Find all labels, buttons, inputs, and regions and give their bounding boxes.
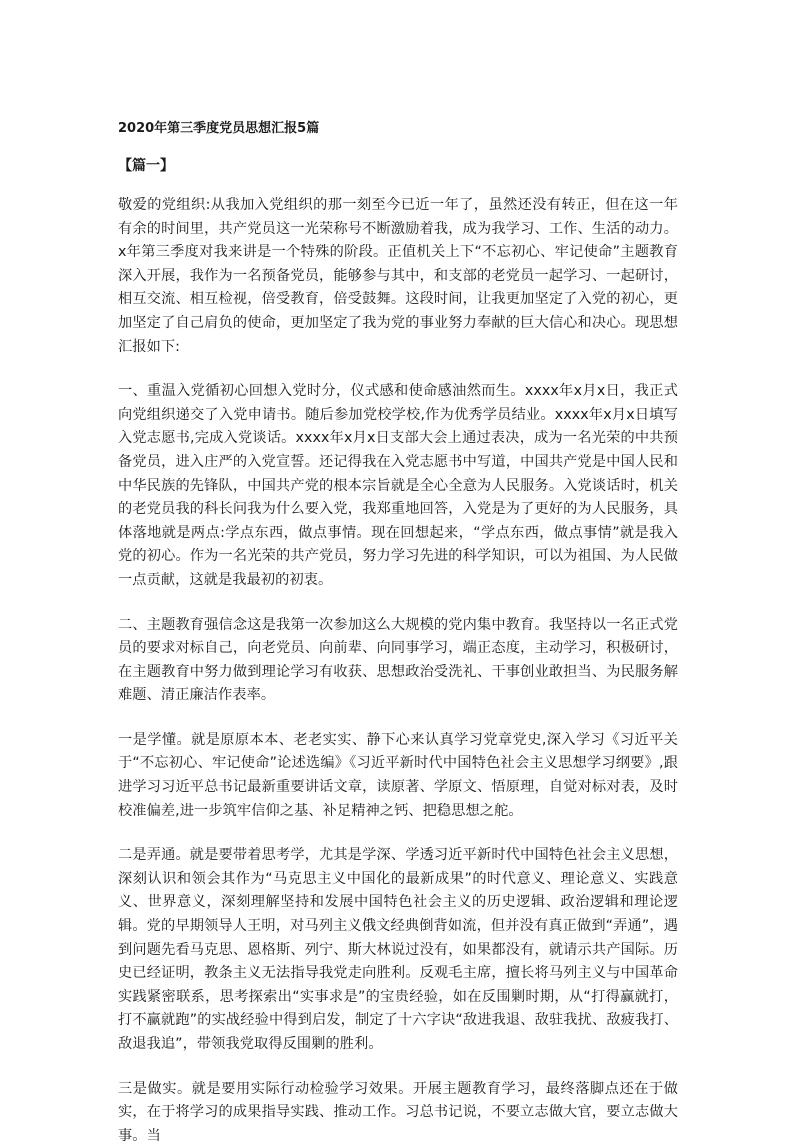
section-heading: 【篇一】 — [118, 158, 174, 174]
paragraph-part-two: 二、主题教育强信念这是我第一次参加这么大规模的党内集中教育。我坚持以一名正式党员的要求对标自己，向老党员、向前辈、向同事学习，端正态度，主动学习，积极研讨，在主题教育中努力做到理论学习有收获、思想政治受洗礼、干事创业敢担当、为民服务解难题、清正廉洁作表率。 — [118, 616, 678, 704]
paragraph-part-one: 一、重温入党循初心回想入党时分，仪式感和使命感油然而生。xxxx年x月x日，我正式向党组织递交了入党申请书。随后参加党校学校,作为优秀学员结业。xxxx年x月x日填写入党志愿书,完成入党谈话。xxxx年x月x日支部大会上通过表决，成为一名光荣的中共预备党员，进入庄严的入党宣誓。还记得我在入党志愿书中写道，中国共产党是中国人民和中华民族的先锋队，中国共产党的根本宗旨就是全心全意为人民服务。入党谈话时，机关的老党员我的科长问我为什么要入党，我郑重地回答，入党是为了更好的为人民服务，具体落地就是两点:学点东西，做点事情。现在回想起来，“学点东西，做点事情”就是我入党的初心。作为一名光荣的共产党员，努力学习先进的科学知识，可以为祖国、为人民做一点贡献，这就是我最初的初衷。 — [118, 383, 678, 588]
document-page — [118, 120, 678, 1148]
paragraph-intro: 敬爱的党组织:从我加入党组织的那一刻至今已近一年了，虽然还没有转正，但在这一年有余的时间里，共产党员这一光荣称号不断激励着我，成为我学习、工作、生活的动力。x年第三季度对我来讲是一个特殊的阶段。正值机关上下“不忘初心、牢记使命”主题教育深入开展，我作为一名预备党员，能够参与其中，和支部的老党员一起学习、一起研讨，相互交流、相互检视，倍受教育，倍受鼓舞。这段时间，让我更加坚定了入党的初心，更加坚定了自己肩负的使命，更加坚定了我为党的事业努力奉献的巨大信心和决心。现思想汇报如下: — [118, 197, 678, 355]
document-title: 2020年第三季度党员思想汇报5篇 — [118, 121, 320, 136]
paragraph-practice: 三是做实。就是要用实际行动检验学习效果。开展主题教育学习，最终落脚点还在于做实，在于将学习的成果指导实践、推动工作。习总书记说，不要立志做大官，要立志做大事。当 — [118, 1080, 678, 1144]
paragraph-understand: 二是弄通。就是要带着思考学，尤其是学深、学透习近平新时代中国特色社会主义思想，深刻认识和领会其作为“马克思主义中国化的最新成果”的时代意义、理论意义、实践意义、世界意义，深刻理解坚持和发展中国特色社会主义的历史逻辑、政治逻辑和理论逻辑。党的早期领导人王明，对马列主义俄文经典倒背如流，但并没有真正做到“弄通”，遇到问题先看马克思、恩格斯、列宁、斯大林说过没有，如果都没有，就请示共产国际。历史已经证明，教条主义无法指导我党走向胜利。反观毛主席，擅长将马列主义与中国革命实践紧密联系，思考探索出“实事求是”的宝贵经验，如在反围剿时期，从“打得赢就打，打不赢就跑”的实战经验中得到启发，制定了十六字诀“敌进我退、敌驻我扰、敌疲我打、敌退我追”，带领我党取得反围剿的胜利。 — [118, 847, 678, 1052]
paragraph-learn: 一是学懂。就是原原本本、老老实实、静下心来认真学习党章党史,深入学习《习近平关于“不忘初心、牢记使命”论述选编》《习近平新时代中国特色社会主义思想学习纲要》,跟进学习习近平总书记最新重要讲话文章，读原著、学原文、悟原理，自觉对标对表，及时校准偏差,进一步筑牢信仰之基、补足精神之钙、把稳思想之舵。 — [118, 731, 678, 819]
